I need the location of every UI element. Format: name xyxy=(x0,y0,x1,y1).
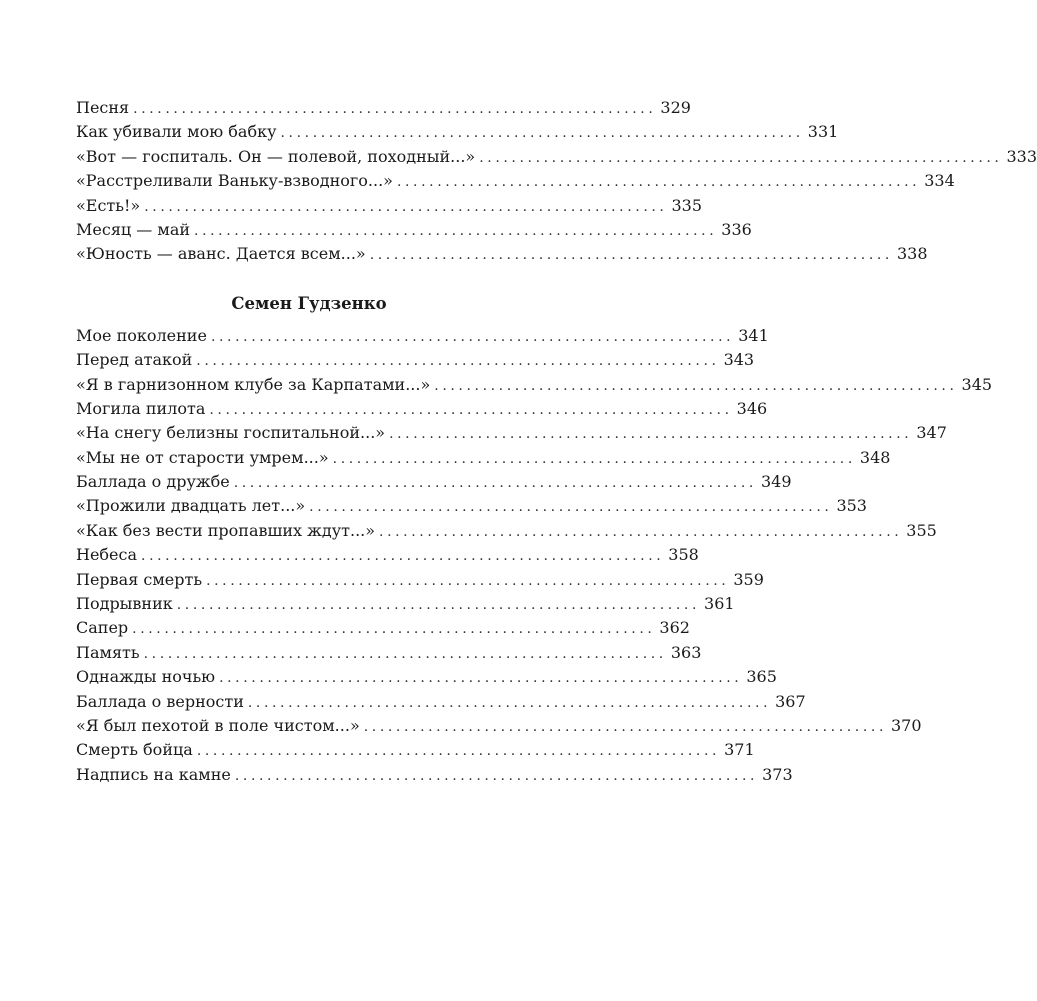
dot-leader: ................................................................. xyxy=(234,767,759,784)
dot-leader: ................................................................. xyxy=(247,694,772,711)
toc-entry xyxy=(76,218,752,242)
dot-leader: ................................................................. xyxy=(194,222,718,239)
toc-entry-page: 361 xyxy=(704,594,735,614)
toc-entry-title: «Вот — госпиталь. Он — полевой, походный...» xyxy=(76,146,476,166)
toc-entry xyxy=(76,120,839,144)
toc-entry xyxy=(76,397,768,421)
toc-entry-title: Сапер xyxy=(76,618,129,638)
dot-leader: ................................................................. xyxy=(133,101,657,117)
toc-entry xyxy=(76,714,922,738)
toc-entry-page: 355 xyxy=(906,520,937,540)
toc-entry-page: 370 xyxy=(891,715,922,735)
toc-entry-title: Баллада о дружбе xyxy=(76,472,230,492)
toc-entry-title: Небеса xyxy=(76,545,138,565)
toc-entry-page: 363 xyxy=(670,642,702,662)
toc-entry-title: «На снегу белизны госпитальной...» xyxy=(76,423,386,443)
toc-entry-title: «Расстреливали Ваньку-взводного...» xyxy=(76,171,393,191)
dot-leader: ................................................................. xyxy=(209,401,733,418)
toc-entry xyxy=(76,738,755,762)
toc-entry-page: 353 xyxy=(836,496,867,516)
toc-entry-page: 329 xyxy=(660,98,691,117)
toc-entry xyxy=(76,543,699,567)
toc-entry-page: 348 xyxy=(859,447,891,467)
dot-leader: ................................................................. xyxy=(233,475,757,492)
toc-entry-title: «Я был пехотой в поле чистом...» xyxy=(76,715,360,735)
toc-entry xyxy=(76,194,703,218)
dot-leader: ................................................................. xyxy=(434,377,958,394)
toc-entry-title: Однажды ночью xyxy=(76,667,216,687)
toc-entry-page: 338 xyxy=(896,244,928,264)
dot-leader: ................................................................. xyxy=(396,174,921,191)
toc-entry-title: Надпись на камне xyxy=(76,764,231,784)
dot-leader: ................................................................. xyxy=(280,125,804,142)
toc-entry-title: «Юность — аванс. Дается всем...» xyxy=(76,244,366,264)
toc-entry xyxy=(76,324,769,348)
toc-entry-title: «Мы не от старости умрем...» xyxy=(76,447,329,467)
table-of-contents-page xyxy=(76,96,1037,787)
toc-entry-page: 347 xyxy=(916,423,947,443)
toc-entry-page: 358 xyxy=(668,545,699,565)
toc-entry-title: «Я в гарнизонном клубе за Карпатами...» xyxy=(76,374,431,394)
toc-entry xyxy=(76,763,793,787)
dot-leader: ................................................................. xyxy=(389,426,913,443)
toc-entry xyxy=(76,348,755,372)
dot-leader: ................................................................. xyxy=(144,198,668,215)
dot-leader: ................................................................. xyxy=(332,450,856,467)
toc-entry-title: Могила пилота xyxy=(76,398,206,418)
toc-entry xyxy=(76,145,1037,169)
toc-entry-page: 331 xyxy=(807,122,839,142)
toc-entry xyxy=(76,373,993,397)
toc-entry-title: Первая смерть xyxy=(76,569,203,589)
toc-entry xyxy=(76,690,806,714)
toc-entry xyxy=(76,592,735,616)
toc-entry xyxy=(76,519,937,543)
toc-entry-title: Месяц — май xyxy=(76,219,191,239)
dot-leader: ................................................................. xyxy=(143,645,667,662)
toc-entry-title: Смерть бойца xyxy=(76,740,193,760)
toc-entry xyxy=(76,568,764,592)
toc-entry xyxy=(76,421,947,445)
toc-entry xyxy=(76,96,691,120)
toc-entry-page: 333 xyxy=(1006,146,1037,166)
toc-entry-page: 373 xyxy=(762,764,793,784)
dot-leader: ................................................................. xyxy=(309,499,833,516)
dot-leader: ................................................................. xyxy=(219,670,743,687)
toc-entry xyxy=(76,494,867,518)
toc-entry-page: 359 xyxy=(733,569,764,589)
toc-entry-title: Песня xyxy=(76,98,130,117)
toc-entry xyxy=(76,446,891,470)
toc-entry-page: 371 xyxy=(724,740,755,760)
toc-entry-page: 341 xyxy=(738,325,769,345)
toc-entry xyxy=(76,616,690,640)
dot-leader: ................................................................. xyxy=(176,597,701,614)
toc-entry xyxy=(76,470,792,494)
toc-entry xyxy=(76,169,955,193)
toc-entry-page: 335 xyxy=(671,195,703,215)
dot-leader: ................................................................. xyxy=(206,572,730,589)
toc-entry-page: 346 xyxy=(736,398,768,418)
dot-leader: ................................................................. xyxy=(132,621,656,638)
toc-entry-title: Подрывник xyxy=(76,594,173,614)
toc-entry-title: Баллада о верности xyxy=(76,691,244,711)
toc-entry-page: 349 xyxy=(760,472,792,492)
dot-leader: ................................................................. xyxy=(196,743,721,760)
toc-entry xyxy=(76,641,702,665)
toc-entry-title: Как убивали мою бабку xyxy=(76,122,277,142)
toc-list-section-2 xyxy=(76,324,993,787)
toc-entry-page: 336 xyxy=(721,219,752,239)
toc-entry-page: 362 xyxy=(659,618,690,638)
dot-leader: ................................................................. xyxy=(363,718,887,735)
toc-entry xyxy=(76,665,777,689)
dot-leader: ................................................................. xyxy=(141,548,665,565)
toc-entry-page: 343 xyxy=(723,350,755,370)
dot-leader: ................................................................. xyxy=(210,328,735,345)
section-gap xyxy=(76,267,542,292)
toc-entry-page: 345 xyxy=(961,374,993,394)
toc-entry-title: Мое поколение xyxy=(76,325,207,345)
dot-leader: ................................................................. xyxy=(369,247,893,264)
toc-entry-title: «Как без вести пропавших ждут...» xyxy=(76,520,376,540)
toc-entry-title: «Есть!» xyxy=(76,195,141,215)
toc-entry-page: 334 xyxy=(924,171,955,191)
dot-leader: ................................................................. xyxy=(479,149,1003,166)
dot-leader: ................................................................. xyxy=(379,523,903,540)
toc-list-section-1 xyxy=(76,96,1037,267)
toc-entry-title: Перед атакой xyxy=(76,350,193,370)
heading-gap xyxy=(76,316,542,324)
toc-entry-title: Память xyxy=(76,642,140,662)
toc-entry-page: 367 xyxy=(775,691,806,711)
section-heading-author: Семен Гудзенко xyxy=(231,293,387,313)
dot-leader: ................................................................. xyxy=(196,353,720,370)
toc-entry-title: «Прожили двадцать лет...» xyxy=(76,496,306,516)
toc-entry-page: 365 xyxy=(746,667,777,687)
toc-entry xyxy=(76,242,928,266)
